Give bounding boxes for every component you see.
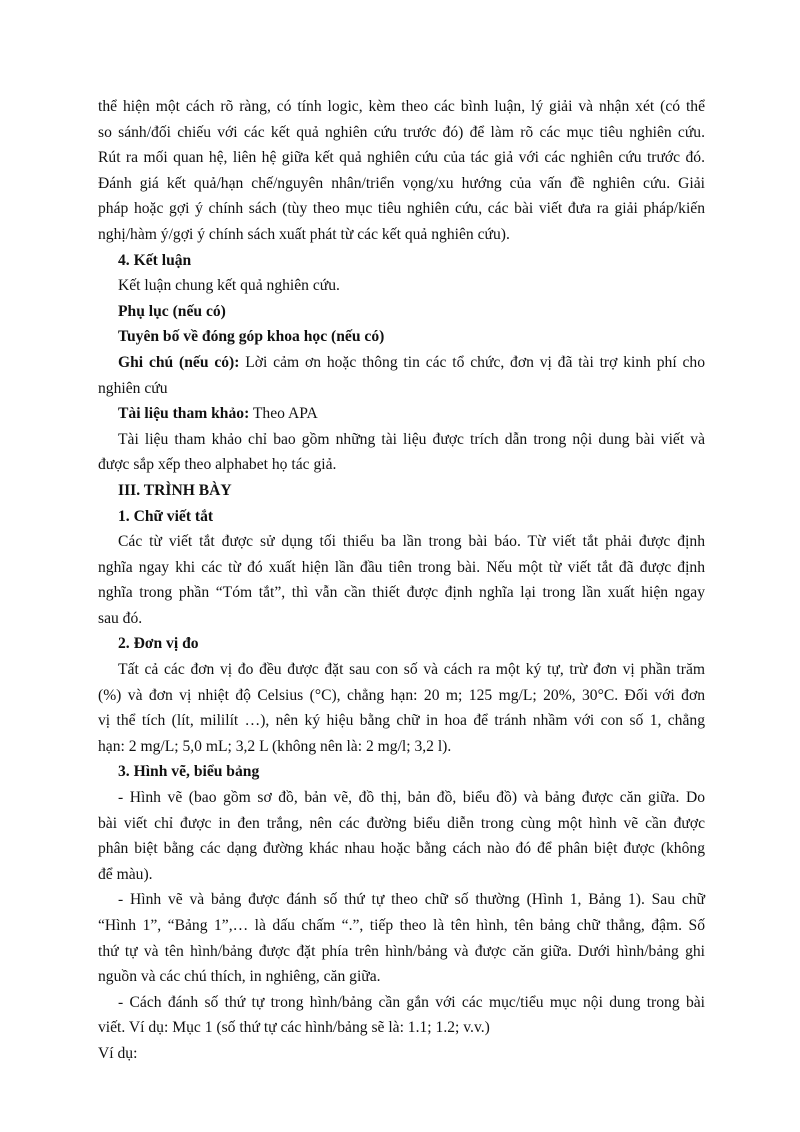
- text-line: “Hình 1”, “Bảng 1”,… là dấu chấm “.”, tiếp theo là tên hình, tên bảng chữ thẳng, đậm. Số: [98, 917, 705, 934]
- note-text: Lời cảm ơn hoặc thông tin các tổ chức, đơn vị đã tài trợ kinh phí cho: [239, 353, 705, 371]
- abbreviations-heading: 1. Chữ viết tắt: [118, 507, 214, 525]
- text-line: hạn: 2 mg/L; 5,0 mL; 3,2 L (không nên là: 2 mg/l; 3,2 l).: [98, 737, 452, 755]
- contribution-heading: Tuyên bố về đóng góp khoa học (nếu có): [118, 328, 385, 346]
- text-line: sau đó.: [98, 609, 143, 627]
- text-line: so sánh/đối chiếu với các kết quả nghiên cứu trước đó) để làm rõ các mục tiêu nghiên cứu.: [98, 123, 705, 141]
- units-paragraph: [98, 657, 705, 759]
- text-line: nguồn và các chú thích, in nghiêng, căn giữa.: [98, 968, 381, 986]
- text-line: (%) và đơn vị nhiệt độ Celsius (°C), chẳng hạn: 20 m; 125 mg/L; 20%, 30°C. Đối với đơn: [98, 686, 705, 704]
- text-line: vị thể tích (lít, mililít …), nên ký hiệu bằng chữ in hoa để tránh nhầm với con số 1, chẳng: [98, 712, 705, 730]
- units-heading: 2. Đơn vị đo: [118, 635, 199, 653]
- text-line: Đánh giá kết quả/hạn chế/nguyên nhân/triển vọng/xu hướng của vấn đề nghiên cứu. Giải: [98, 174, 705, 192]
- conclusion-text: Kết luận chung kết quả nghiên cứu.: [118, 277, 340, 295]
- text-column: [98, 94, 705, 1067]
- figures-paragraph-2: [98, 887, 705, 989]
- text-line: được sắp xếp theo alphabet họ tác giả.: [98, 456, 337, 474]
- appendix-heading: Phụ lục (nếu có): [118, 302, 226, 320]
- figures-paragraph-3: [98, 990, 705, 1041]
- note-paragraph: [98, 350, 705, 401]
- discussion-continuation-paragraph: [98, 94, 705, 248]
- conclusion-heading: 4. Kết luận: [118, 251, 192, 269]
- text-line: nghĩa ngay khi các từ đó xuất hiện lần đầu tiên trong bài. Nếu một từ viết tắt đã được định: [98, 558, 705, 576]
- text-line: pháp hoặc gợi ý chính sách (tùy theo mục tiêu nghiên cứu, các bài viết đưa ra giải pháp/kiến: [98, 200, 705, 218]
- note-first-line: [98, 350, 705, 376]
- text-line: phân biệt bằng các dạng đường khác nhau hoặc bằng cách nào đó để phân biệt được (không: [98, 840, 705, 858]
- text-line: nghị/hàm ý/gợi ý chính sách xuất phát từ các kết quả nghiên cứu).: [98, 225, 510, 243]
- note-label: Ghi chú (nếu có):: [118, 353, 240, 371]
- references-style: Theo APA: [249, 405, 318, 423]
- text-line: - Hình vẽ và bảng được đánh số thứ tự theo chữ số thường (Hình 1, Bảng 1). Sau chữ: [118, 891, 705, 909]
- figures-paragraph-1: [98, 785, 705, 887]
- text-line: viết. Ví dụ: Mục 1 (số thứ tự các hình/bảng sẽ là: 1.1; 1.2; v.v.): [98, 1019, 490, 1037]
- text-line: Tài liệu tham khảo chỉ bao gồm những tài liệu được trích dẫn trong nội dung bài viết và: [118, 430, 705, 448]
- text-line: nghĩa trong phần “Tóm tắt”, thì vẫn cần thiết được định nghĩa lại trong lần xuất hiện ngay: [98, 584, 705, 602]
- text-line: Tất cả các đơn vị đo đều được đặt sau con số và cách ra một ký tự, trừ đơn vị phần trăm: [118, 661, 705, 679]
- text-line: - Cách đánh số thứ tự trong hình/bảng cần gắn với các mục/tiểu mục nội dung trong bài: [118, 993, 705, 1011]
- figures-heading: 3. Hình vẽ, biểu bảng: [118, 763, 260, 781]
- abbreviations-paragraph: [98, 529, 705, 631]
- references-label: Tài liệu tham khảo:: [118, 405, 250, 423]
- text-line: thứ tự và tên hình/bảng được đặt phía trên hình/bảng và được căn giữa. Dưới hình/bảng ghi: [98, 942, 705, 960]
- text-line: - Hình vẽ (bao gồm sơ đồ, bản vẽ, đồ thị, bản đồ, biểu đồ) và bảng được căn giữa. Do: [118, 789, 705, 807]
- text-line: Các từ viết tắt được sử dụng tối thiểu ba lần trong bài báo. Từ viết tắt phải được định: [118, 533, 705, 551]
- section-3-heading: III. TRÌNH BÀY: [118, 481, 232, 499]
- references-paragraph: [98, 427, 705, 478]
- text-line: thể hiện một cách rõ ràng, có tính logic, kèm theo các bình luận, lý giải và nhận xét (có thể: [98, 98, 705, 115]
- example-label: Ví dụ:: [98, 1044, 138, 1062]
- text-line: bài viết chỉ được in đen trắng, nên các đường biểu diễn trong cùng một hình vẽ cần được: [98, 814, 705, 832]
- text-line: nghiên cứu: [98, 379, 168, 397]
- text-line: Rút ra mối quan hệ, liên hệ giữa kết quả nghiên cứu của tác giả với các nghiên cứu trước đó.: [98, 149, 705, 167]
- text-line: để màu).: [98, 865, 153, 883]
- references-line: [98, 401, 705, 427]
